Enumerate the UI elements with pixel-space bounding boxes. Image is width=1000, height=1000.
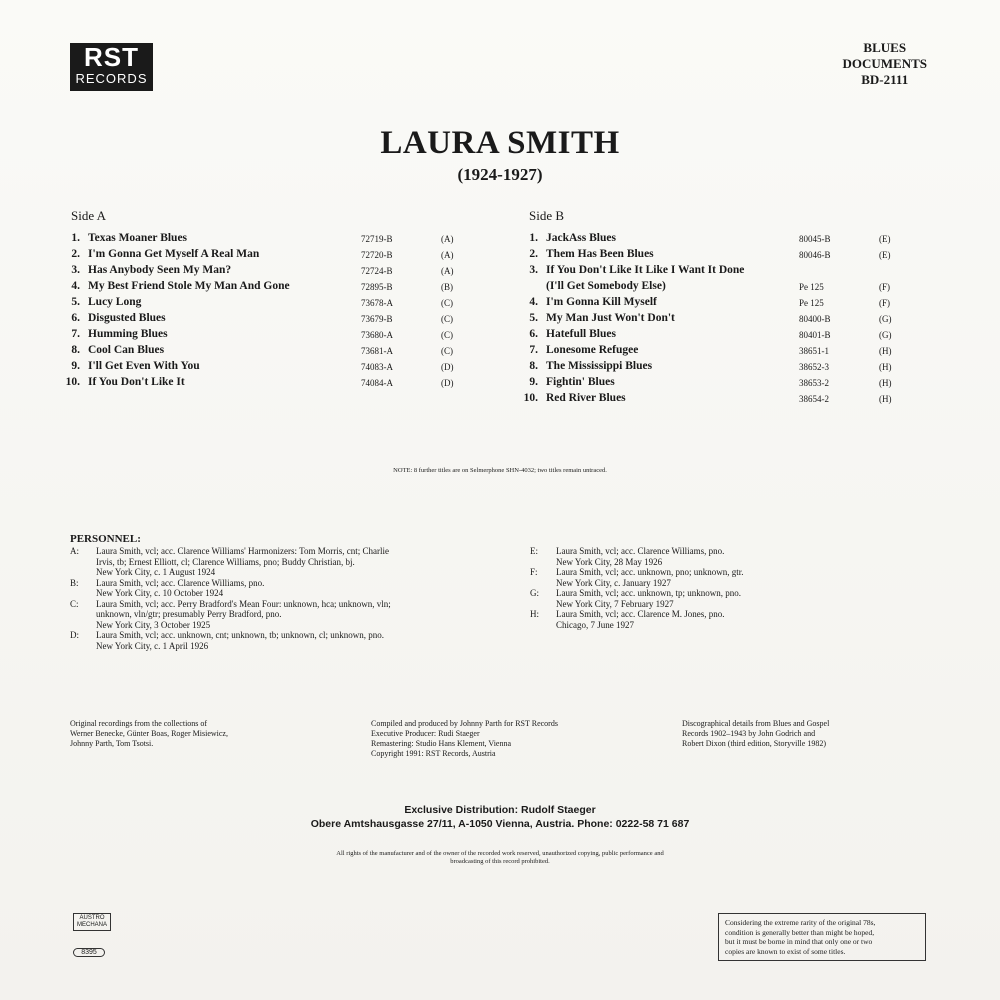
track-row bbox=[520, 232, 930, 248]
session-code: (A) bbox=[441, 266, 454, 276]
track-title: Texas Moaner Blues bbox=[88, 232, 188, 244]
matrix-number: 72719-B bbox=[361, 234, 393, 244]
track-number: 9. bbox=[71, 360, 80, 372]
credit-line: Copyright 1991: RST Records, Austria bbox=[371, 749, 496, 758]
track-title: Red River Blues bbox=[546, 392, 626, 404]
track-row bbox=[520, 264, 930, 280]
distribution bbox=[0, 803, 1000, 831]
track-title: Lucy Long bbox=[88, 296, 142, 308]
side-b-tracklist bbox=[520, 232, 930, 408]
track-row bbox=[62, 376, 482, 392]
matrix-number: 80401-B bbox=[799, 330, 831, 340]
track-row bbox=[520, 360, 930, 376]
track-row bbox=[62, 280, 482, 296]
session-code: (G) bbox=[879, 330, 892, 340]
personnel-line: Irvis, tb; Ernest Elliott, cl; Clarence Williams, pno; Buddy Christian, bj. bbox=[96, 556, 355, 567]
track-row bbox=[62, 248, 482, 264]
mechana-line: MECHANA bbox=[76, 922, 107, 928]
session-code: (A) bbox=[441, 234, 454, 244]
personnel-entry bbox=[530, 546, 910, 567]
credits-discography bbox=[682, 719, 922, 749]
matrix-number: 73680-A bbox=[361, 330, 393, 340]
personnel-line: New York City, c. 1 April 1926 bbox=[96, 640, 209, 651]
years: (1924-1927) bbox=[457, 165, 543, 184]
track-title: JackAss Blues bbox=[546, 232, 616, 244]
track-row bbox=[520, 280, 930, 296]
session-code: (E) bbox=[879, 234, 891, 244]
artist-title: LAURA SMITH bbox=[380, 125, 620, 161]
personnel-line: Laura Smith, vcl; acc. unknown, tp; unknown, pno. bbox=[556, 588, 741, 598]
session-key: G: bbox=[530, 588, 539, 598]
track-row bbox=[62, 264, 482, 280]
session-key: E: bbox=[530, 546, 538, 556]
track-title: Cool Can Blues bbox=[88, 344, 165, 356]
track-title: (I'll Get Somebody Else) bbox=[546, 280, 666, 292]
austro-mechana-logo bbox=[73, 913, 111, 931]
track-title: I'm Gonna Kill Myself bbox=[546, 296, 657, 308]
personnel-line: Laura Smith, vcl; acc. Clarence Williams, pno. bbox=[556, 546, 725, 556]
track-row bbox=[520, 312, 930, 328]
personnel-right bbox=[530, 546, 910, 630]
series-line-1: BLUES bbox=[863, 40, 907, 55]
personnel-line: unknown, vln/gtr; presumably Perry Bradford, pno. bbox=[96, 609, 282, 619]
track-number: 10. bbox=[523, 392, 538, 404]
matrix-number: 73681-A bbox=[361, 346, 393, 356]
session-code: (C) bbox=[441, 346, 453, 356]
distributor-address: Obere Amtshausgasse 27/11, A-1050 Vienna, Austria. Phone: 0222-58 71 687 bbox=[310, 818, 690, 830]
personnel-heading: PERSONNEL: bbox=[70, 533, 141, 545]
session-code: (D) bbox=[441, 378, 454, 388]
track-row bbox=[62, 312, 482, 328]
matrix-number: Pe 125 bbox=[799, 298, 824, 308]
track-title: I'll Get Even With You bbox=[88, 360, 200, 372]
session-code: (C) bbox=[441, 314, 453, 324]
note: NOTE: 8 further titles are on Selmerphone SHN-4032; two titles remain untraced. bbox=[393, 467, 607, 474]
track-title: If You Don't Like It Like I Want It Done bbox=[546, 264, 745, 276]
personnel-line: New York City, 7 February 1927 bbox=[556, 598, 674, 609]
rarity-disclaimer bbox=[718, 913, 926, 961]
track-row bbox=[62, 296, 482, 312]
matrix-number: 80400-B bbox=[799, 314, 831, 324]
matrix-number: 73678-A bbox=[361, 298, 393, 308]
session-key: F: bbox=[530, 567, 538, 577]
session-code: (G) bbox=[879, 314, 892, 324]
personnel-entry bbox=[530, 588, 910, 609]
session-key: C: bbox=[70, 598, 79, 609]
personnel-entry bbox=[70, 578, 490, 599]
track-title: Hatefull Blues bbox=[546, 328, 616, 340]
personnel-entry bbox=[70, 599, 490, 631]
logo-text: RECORDS bbox=[75, 71, 148, 86]
track-number: 2. bbox=[71, 248, 80, 260]
session-code: (E) bbox=[879, 250, 891, 260]
personnel-line: New York City, c. 10 October 1924 bbox=[96, 588, 224, 598]
personnel-entry bbox=[530, 609, 910, 630]
track-row bbox=[62, 344, 482, 360]
track-row bbox=[520, 344, 930, 360]
credit-line: Executive Producer: Rudi Staeger bbox=[371, 729, 480, 738]
matrix-number: 80046-B bbox=[799, 250, 831, 260]
track-title: Humming Blues bbox=[88, 328, 168, 340]
track-row bbox=[62, 360, 482, 376]
personnel-entry bbox=[70, 630, 490, 651]
personnel-line: Laura Smith, vcl; acc. Clarence Williams, pno. bbox=[96, 577, 265, 588]
track-row bbox=[62, 232, 482, 248]
matrix-number: 72720-B bbox=[361, 250, 393, 260]
track-number: 10. bbox=[65, 376, 80, 388]
credit-line: Johnny Parth, Tom Tsotsi. bbox=[70, 739, 154, 748]
disclaimer-line: but it must be borne in mind that only one or two bbox=[725, 937, 873, 946]
disclaimer-line: Considering the extreme rarity of the original 78s, bbox=[725, 918, 876, 927]
matrix-number: 74084-A bbox=[361, 378, 393, 388]
personnel-line: New York City, c. January 1927 bbox=[556, 577, 671, 588]
personnel-left bbox=[70, 546, 490, 651]
track-number: 2. bbox=[529, 248, 538, 260]
rights-notice bbox=[250, 850, 750, 866]
session-code: (D) bbox=[441, 362, 454, 372]
track-number: 7. bbox=[71, 328, 80, 340]
track-title: Them Has Been Blues bbox=[546, 248, 654, 260]
matrix-number: 38652-3 bbox=[799, 362, 829, 372]
track-row bbox=[520, 392, 930, 408]
personnel-line: Laura Smith, vcl; acc. unknown, pno; unknown, gtr. bbox=[556, 567, 744, 577]
matrix-number: 74083-A bbox=[361, 362, 393, 372]
track-row bbox=[520, 296, 930, 312]
matrix-number: 80045-B bbox=[799, 234, 831, 244]
track-number: 5. bbox=[529, 312, 538, 324]
catalog-number: BD-2111 bbox=[861, 72, 909, 87]
credit-line: Werner Benecke, Günter Boas, Roger Misiewicz, bbox=[70, 729, 228, 738]
track-number: 1. bbox=[529, 232, 538, 244]
session-code: (F) bbox=[879, 298, 890, 308]
track-number: 4. bbox=[529, 296, 538, 308]
track-title: My Man Just Won't Don't bbox=[546, 312, 675, 324]
session-code: (H) bbox=[879, 346, 892, 356]
track-number: 1. bbox=[71, 232, 80, 244]
disclaimer-line: condition is generally better than might be hoped, bbox=[725, 927, 875, 937]
credit-line: Discographical details from Blues and Gospel bbox=[682, 719, 830, 728]
personnel-line: New York City, c. 1 August 1924 bbox=[96, 567, 216, 577]
matrix-number: 73679-B bbox=[361, 314, 393, 324]
disclaimer-line: copies are known to exist of some titles. bbox=[725, 946, 846, 956]
track-number: 6. bbox=[529, 328, 538, 340]
session-code: (B) bbox=[441, 282, 453, 292]
personnel-line: Laura Smith, vcl; acc. Clarence Williams' Harmonizers: Tom Morris, cnt; Charlie bbox=[96, 546, 389, 556]
credit-line: Remastering: Studio Hans Klement, Vienna bbox=[371, 739, 512, 748]
credit-line: Robert Dixon (third edition, Storyville 1982) bbox=[682, 739, 826, 748]
side-b-label: Side B bbox=[529, 208, 565, 223]
lc-code-badge: 8395 bbox=[73, 948, 105, 957]
track-title: If You Don't Like It bbox=[88, 376, 185, 388]
session-code: (H) bbox=[879, 394, 892, 404]
track-number: 7. bbox=[529, 344, 538, 356]
session-code: (A) bbox=[441, 250, 454, 260]
track-number: 9. bbox=[529, 376, 538, 388]
side-a-label: Side A bbox=[71, 208, 107, 223]
track-title: Disgusted Blues bbox=[88, 312, 166, 324]
track-title: Lonesome Refugee bbox=[546, 344, 639, 356]
credits-collections bbox=[70, 719, 310, 749]
track-row bbox=[520, 328, 930, 344]
rights-line: broadcasting of this record prohibited. bbox=[450, 858, 550, 865]
distributor-name: Exclusive Distribution: Rudolf Staeger bbox=[404, 804, 596, 816]
side-a-tracklist bbox=[62, 232, 482, 392]
track-number: 8. bbox=[71, 344, 80, 356]
track-number: 3. bbox=[529, 264, 538, 276]
personnel-line: New York City, 28 May 1926 bbox=[556, 556, 663, 567]
personnel-entry bbox=[530, 567, 910, 588]
track-number: 6. bbox=[71, 312, 80, 324]
matrix-number: 72895-B bbox=[361, 282, 393, 292]
session-key: H: bbox=[530, 609, 539, 619]
session-code: (H) bbox=[879, 378, 892, 388]
track-number: 5. bbox=[71, 296, 80, 308]
track-title: Fightin' Blues bbox=[546, 376, 615, 388]
session-key: A: bbox=[70, 546, 79, 556]
session-code: (C) bbox=[441, 298, 453, 308]
matrix-number: 38653-2 bbox=[799, 378, 829, 388]
track-number: 8. bbox=[529, 360, 538, 372]
session-code: (C) bbox=[441, 330, 453, 340]
track-title: The Mississippi Blues bbox=[546, 360, 653, 372]
personnel-entry bbox=[70, 546, 490, 578]
session-key: D: bbox=[70, 630, 79, 640]
session-code: (H) bbox=[879, 362, 892, 372]
credit-line: Records 1902–1943 by John Godrich and bbox=[682, 729, 816, 738]
matrix-number: Pe 125 bbox=[799, 282, 824, 292]
series-line-2: DOCUMENTS bbox=[842, 56, 927, 71]
track-number: 3. bbox=[71, 264, 80, 276]
personnel-line: Laura Smith, vcl; acc. unknown, cnt; unknown, tb; unknown, cl; unknown, pno. bbox=[96, 630, 384, 640]
matrix-number: 38651-1 bbox=[799, 346, 829, 356]
rights-line: All rights of the manufacturer and of the owner of the recorded work reserved, unauthorized copying, public performance and bbox=[336, 850, 664, 857]
personnel-line: Chicago, 7 June 1927 bbox=[556, 619, 634, 630]
track-title: I'm Gonna Get Myself A Real Man bbox=[88, 248, 260, 260]
logo-mark: RST bbox=[84, 42, 139, 72]
mechana-line: AUSTRO bbox=[79, 915, 105, 921]
session-code: (F) bbox=[879, 282, 890, 292]
track-title: Has Anybody Seen My Man? bbox=[88, 264, 232, 276]
track-number: 4. bbox=[71, 280, 80, 292]
session-key: B: bbox=[70, 577, 79, 588]
credit-line: Original recordings from the collections of bbox=[70, 719, 208, 728]
series-label bbox=[842, 40, 927, 88]
credits-production bbox=[371, 719, 651, 759]
track-row bbox=[520, 248, 930, 264]
credit-line: Compiled and produced by Johnny Parth for RST Records bbox=[371, 719, 558, 728]
track-row bbox=[520, 376, 930, 392]
track-row bbox=[62, 328, 482, 344]
matrix-number: 38654-2 bbox=[799, 394, 829, 404]
track-title: My Best Friend Stole My Man And Gone bbox=[88, 280, 290, 292]
personnel-line: Laura Smith, vcl; acc. Clarence M. Jones, pno. bbox=[556, 609, 725, 619]
matrix-number: 72724-B bbox=[361, 266, 393, 276]
personnel-line: Laura Smith, vcl; acc. Perry Bradford's Mean Four: unknown, hca; unknown, vln; bbox=[96, 598, 391, 609]
personnel-line: New York City, 3 October 1925 bbox=[96, 619, 211, 630]
rst-records-logo bbox=[70, 43, 153, 91]
